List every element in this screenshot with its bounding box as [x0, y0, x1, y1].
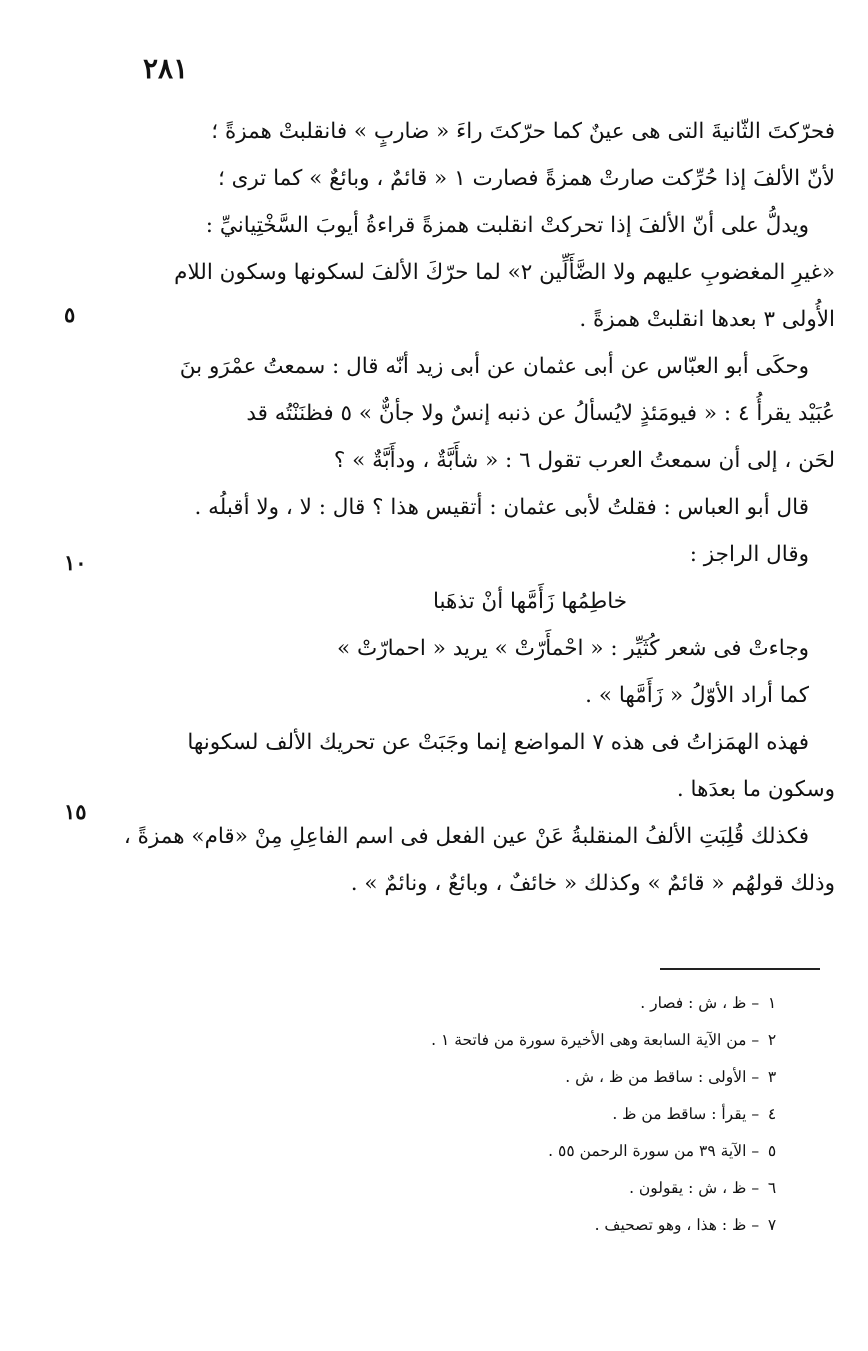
- footnote: ١ – ظ ، ش : فصار .: [300, 985, 780, 1022]
- line-number-10: ١٠: [64, 550, 87, 575]
- footnote-number: ٣: [767, 1068, 777, 1086]
- footnotes: [300, 985, 780, 1244]
- footnote-number: ٦: [767, 1179, 777, 1197]
- text-line: فحرّكتَ الثّانيةَ التى هى عينٌ كما حرّكتَ راءَ « ضاربٍ » فانقلبتْ همزةً ؛: [211, 119, 835, 144]
- footnote-text: ظ ، ش : يقولون .: [629, 1179, 747, 1197]
- text-line: ويدلُّ على أنّ الألفَ إذا تحركتْ انقلبت همزةً قراءةُ أيوبَ السَّخْتِيانيِّ :: [205, 213, 809, 238]
- footnote: ٦ – ظ ، ش : يقولون .: [300, 1170, 780, 1207]
- footnote-number: ٥: [767, 1142, 777, 1160]
- footnote: ٤ – يقرأ : ساقط من ظ .: [300, 1096, 780, 1133]
- footnote-text: يقرأ : ساقط من ظ .: [612, 1105, 747, 1123]
- footnote-text: ظ : هذا ، وهو تصحيف .: [594, 1216, 747, 1234]
- footnote: ٣ – الأولى : ساقط من ظ ، ش .: [300, 1059, 780, 1096]
- footnote-number: ٢: [767, 1031, 777, 1049]
- text-line: عُبَيْد يقرأُ ٤ : « فيومَئذٍ لايُسألُ عن ذنبه إنسٌ ولا جأنٌّ » ٥ فظنَنْتُه قد: [246, 401, 835, 426]
- footnote-number: ١: [767, 994, 777, 1012]
- text-line: لأنّ الألفَ إذا حُرِّكت صارتْ همزةً فصارت ١ « قائمٌ ، وبائعٌ » كما ترى ؛: [217, 166, 835, 191]
- text-line: وذلك قولهُم « قائمٌ » وكذلك « خائفٌ ، وبائعٌ ، ونائمٌ » .: [350, 871, 835, 896]
- footnote: ٧ – ظ : هذا ، وهو تصحيف .: [300, 1207, 780, 1244]
- page-number: ٢٨١: [143, 52, 189, 85]
- footnote: ٥ – الآية ٣٩ من سورة الرحمن ٥٥ .: [300, 1133, 780, 1170]
- text-line: وقال الراجز :: [689, 542, 809, 567]
- footnote-text: الأولى : ساقط من ظ ، ش .: [565, 1068, 747, 1086]
- text-line: لحَن ، إلى أن سمعتُ العرب تقول ٦ : « شأَبَّةٌ ، ودأَبَّةٌ » ؟: [333, 448, 835, 473]
- verse-line: خاطِمُها زَأَمَّها أنْ تذهَبا: [432, 589, 628, 614]
- footnote-text: من الآية السابعة وهى الأخيرة سورة من فاتحة ١ .: [431, 1031, 747, 1049]
- text-line: وحكَى أبو العبّاس عن أبى عثمان عن أبى زيد أنّه قال : سمعتُ عمْرَو بنَ: [179, 354, 809, 379]
- footnote-number: ٤: [767, 1105, 777, 1123]
- text-line: كما أراد الأوّلُ « زَأَمَّها » .: [585, 683, 809, 708]
- footnote-text: ظ ، ش : فصار .: [640, 994, 747, 1012]
- footnote-rule: [660, 968, 820, 970]
- text-line: وجاءتْ فى شعر كُثَيِّر : « احْمأَرّتْ » يريد « احمارّتْ »: [337, 636, 809, 661]
- footnote: ٢ – من الآية السابعة وهى الأخيرة سورة من فاتحة ١ .: [300, 1022, 780, 1059]
- text-line: فهذه الهمَزاتُ فى هذه ٧ المواضع إنما وجَبَتْ عن تحريك الألف لسكونها: [187, 730, 809, 755]
- text-line: فكذلك قُلِبَتِ الألفُ المنقلبةُ عَنْ عين الفعل فى اسم الفاعِلِ مِنْ «قام» همزةً ،: [123, 824, 809, 849]
- line-number-5: ٥: [64, 302, 76, 327]
- text-line: وسكون ما بعدَها .: [676, 777, 835, 802]
- footnote-number: ٧: [767, 1216, 777, 1234]
- body-text: [115, 108, 835, 907]
- footnote-text: الآية ٣٩ من سورة الرحمن ٥٥ .: [548, 1142, 747, 1160]
- text-line: «غيرِ المغضوبِ عليهم ولا الضَّأَلِّين ٢» لما حرّكَ الألفَ لسكونها وسكون اللام: [174, 260, 835, 285]
- text-line: قال أبو العباس : فقلتُ لأبى عثمان : أتقيس هذا ؟ قال : لا ، ولا أقبلُه .: [194, 495, 809, 520]
- line-number-15: ١٥: [64, 799, 87, 824]
- text-line: الأُولى ٣ بعدها انقلبتْ همزةً .: [579, 307, 835, 332]
